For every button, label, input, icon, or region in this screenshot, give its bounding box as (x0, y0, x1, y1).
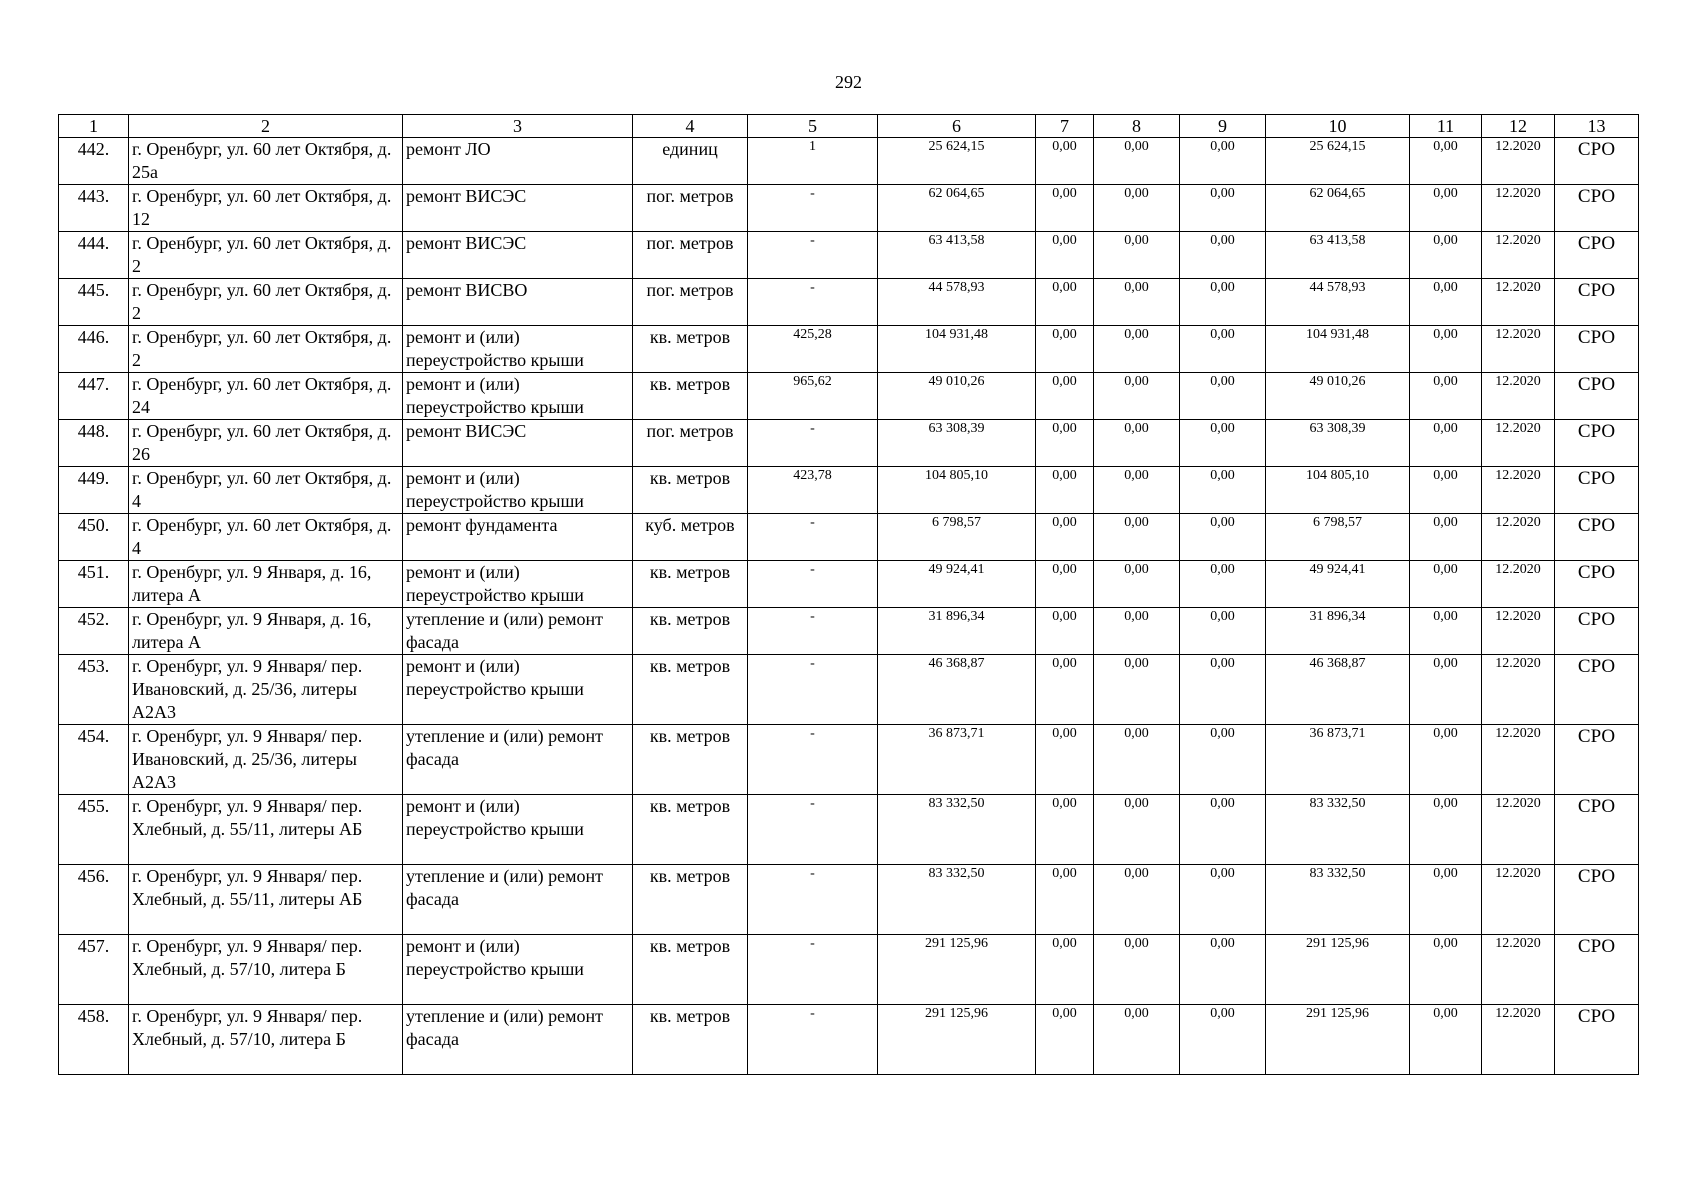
table-row (59, 514, 1639, 561)
header-row (59, 115, 1639, 138)
unit-cell: кв. метров (633, 467, 748, 514)
quantity-cell: - (748, 725, 878, 795)
date-cell: 12.2020 (1482, 1005, 1555, 1075)
cost-cell: 0,00 (1094, 561, 1180, 608)
unit-cell: кв. метров (633, 326, 748, 373)
table-row (59, 865, 1639, 935)
cost-cell: 0,00 (1036, 326, 1094, 373)
table-row (59, 279, 1639, 326)
total-cost-cell: 25 624,15 (878, 138, 1036, 185)
work-type-cell: утепление и (или) ремонт фасада (403, 608, 633, 655)
cost-cell: 0,00 (1036, 795, 1094, 865)
total-cost-cell: 83 332,50 (878, 795, 1036, 865)
total-cost-cell: 104 805,10 (878, 467, 1036, 514)
cost-cell: 63 413,58 (1266, 232, 1410, 279)
address-cell: г. Оренбург, ул. 60 лет Октября, д. 2 (129, 232, 403, 279)
quantity-cell: 1 (748, 138, 878, 185)
cost-cell: 0,00 (1036, 373, 1094, 420)
cost-cell: 0,00 (1036, 608, 1094, 655)
organization-cell: СРО (1555, 795, 1639, 865)
unit-cell: пог. метров (633, 185, 748, 232)
cost-cell: 83 332,50 (1266, 865, 1410, 935)
work-type-cell: ремонт ВИСВО (403, 279, 633, 326)
date-cell: 12.2020 (1482, 561, 1555, 608)
date-cell: 12.2020 (1482, 608, 1555, 655)
total-cost-cell: 83 332,50 (878, 865, 1036, 935)
works-table (58, 114, 1639, 1075)
cost-cell: 0,00 (1180, 373, 1266, 420)
row-number: 448. (59, 420, 129, 467)
cost-cell: 0,00 (1094, 467, 1180, 514)
cost-cell: 0,00 (1094, 1005, 1180, 1075)
work-type-cell: ремонт ВИСЭС (403, 420, 633, 467)
table-row (59, 420, 1639, 467)
address-cell: г. Оренбург, ул. 9 Января/ пер. Ивановский, д. 25/36, литеры А2А3 (129, 655, 403, 725)
date-cell: 12.2020 (1482, 138, 1555, 185)
cost-cell: 0,00 (1180, 865, 1266, 935)
address-cell: г. Оренбург, ул. 9 Января/ пер. Хлебный, д. 55/11, литеры АБ (129, 795, 403, 865)
cost-cell: 0,00 (1410, 608, 1482, 655)
unit-cell: пог. метров (633, 232, 748, 279)
quantity-cell: 965,62 (748, 373, 878, 420)
organization-cell: СРО (1555, 561, 1639, 608)
quantity-cell: - (748, 185, 878, 232)
total-cost-cell: 63 413,58 (878, 232, 1036, 279)
work-type-cell: ремонт и (или) переустройство крыши (403, 935, 633, 1005)
quantity-cell: - (748, 935, 878, 1005)
table-row (59, 138, 1639, 185)
row-number: 446. (59, 326, 129, 373)
cost-cell: 0,00 (1410, 232, 1482, 279)
row-number: 442. (59, 138, 129, 185)
cost-cell: 0,00 (1094, 935, 1180, 1005)
date-cell: 12.2020 (1482, 795, 1555, 865)
unit-cell: куб. метров (633, 514, 748, 561)
cost-cell: 0,00 (1036, 138, 1094, 185)
address-cell: г. Оренбург, ул. 9 Января/ пер. Хлебный, д. 55/11, литеры АБ (129, 865, 403, 935)
unit-cell: кв. метров (633, 561, 748, 608)
organization-cell: СРО (1555, 865, 1639, 935)
col-header: 3 (403, 115, 633, 138)
cost-cell: 0,00 (1036, 420, 1094, 467)
cost-cell: 0,00 (1036, 232, 1094, 279)
cost-cell: 0,00 (1410, 655, 1482, 725)
cost-cell: 0,00 (1180, 138, 1266, 185)
address-cell: г. Оренбург, ул. 60 лет Октября, д. 26 (129, 420, 403, 467)
work-type-cell: ремонт ВИСЭС (403, 185, 633, 232)
quantity-cell: - (748, 420, 878, 467)
cost-cell: 0,00 (1094, 326, 1180, 373)
organization-cell: СРО (1555, 608, 1639, 655)
row-number: 453. (59, 655, 129, 725)
table-row (59, 1005, 1639, 1075)
cost-cell: 0,00 (1410, 185, 1482, 232)
cost-cell: 0,00 (1036, 655, 1094, 725)
organization-cell: СРО (1555, 373, 1639, 420)
cost-cell: 0,00 (1036, 514, 1094, 561)
unit-cell: кв. метров (633, 865, 748, 935)
cost-cell: 0,00 (1094, 655, 1180, 725)
quantity-cell: - (748, 514, 878, 561)
cost-cell: 0,00 (1180, 514, 1266, 561)
col-header: 10 (1266, 115, 1410, 138)
row-number: 444. (59, 232, 129, 279)
row-number: 447. (59, 373, 129, 420)
date-cell: 12.2020 (1482, 935, 1555, 1005)
unit-cell: пог. метров (633, 420, 748, 467)
cost-cell: 0,00 (1036, 185, 1094, 232)
cost-cell: 0,00 (1180, 725, 1266, 795)
cost-cell: 0,00 (1410, 467, 1482, 514)
row-number: 445. (59, 279, 129, 326)
unit-cell: кв. метров (633, 655, 748, 725)
cost-cell: 31 896,34 (1266, 608, 1410, 655)
unit-cell: кв. метров (633, 1005, 748, 1075)
cost-cell: 0,00 (1410, 514, 1482, 561)
cost-cell: 0,00 (1410, 279, 1482, 326)
cost-cell: 0,00 (1410, 138, 1482, 185)
cost-cell: 0,00 (1094, 795, 1180, 865)
cost-cell: 63 308,39 (1266, 420, 1410, 467)
table-row (59, 795, 1639, 865)
total-cost-cell: 63 308,39 (878, 420, 1036, 467)
cost-cell: 0,00 (1094, 865, 1180, 935)
address-cell: г. Оренбург, ул. 60 лет Октября, д. 2 (129, 326, 403, 373)
address-cell: г. Оренбург, ул. 9 Января, д. 16, литера А (129, 608, 403, 655)
organization-cell: СРО (1555, 514, 1639, 561)
col-header: 11 (1410, 115, 1482, 138)
quantity-cell: - (748, 561, 878, 608)
row-number: 455. (59, 795, 129, 865)
cost-cell: 0,00 (1410, 795, 1482, 865)
table-row (59, 326, 1639, 373)
col-header: 5 (748, 115, 878, 138)
row-number: 451. (59, 561, 129, 608)
quantity-cell: - (748, 795, 878, 865)
row-number: 454. (59, 725, 129, 795)
organization-cell: СРО (1555, 232, 1639, 279)
cost-cell: 0,00 (1180, 326, 1266, 373)
table-row (59, 935, 1639, 1005)
col-header: 1 (59, 115, 129, 138)
cost-cell: 104 805,10 (1266, 467, 1410, 514)
cost-cell: 0,00 (1180, 420, 1266, 467)
cost-cell: 0,00 (1180, 561, 1266, 608)
cost-cell: 0,00 (1036, 935, 1094, 1005)
organization-cell: СРО (1555, 1005, 1639, 1075)
cost-cell: 291 125,96 (1266, 935, 1410, 1005)
date-cell: 12.2020 (1482, 373, 1555, 420)
total-cost-cell: 49 010,26 (878, 373, 1036, 420)
organization-cell: СРО (1555, 935, 1639, 1005)
cost-cell: 44 578,93 (1266, 279, 1410, 326)
address-cell: г. Оренбург, ул. 60 лет Октября, д. 25а (129, 138, 403, 185)
row-number: 452. (59, 608, 129, 655)
date-cell: 12.2020 (1482, 514, 1555, 561)
organization-cell: СРО (1555, 467, 1639, 514)
total-cost-cell: 104 931,48 (878, 326, 1036, 373)
table-row (59, 561, 1639, 608)
cost-cell: 0,00 (1410, 725, 1482, 795)
organization-cell: СРО (1555, 326, 1639, 373)
unit-cell: кв. метров (633, 608, 748, 655)
row-number: 456. (59, 865, 129, 935)
cost-cell: 0,00 (1180, 795, 1266, 865)
cost-cell: 0,00 (1180, 279, 1266, 326)
date-cell: 12.2020 (1482, 725, 1555, 795)
date-cell: 12.2020 (1482, 326, 1555, 373)
date-cell: 12.2020 (1482, 467, 1555, 514)
cost-cell: 0,00 (1410, 373, 1482, 420)
unit-cell: кв. метров (633, 795, 748, 865)
cost-cell: 0,00 (1410, 1005, 1482, 1075)
cost-cell: 0,00 (1410, 935, 1482, 1005)
quantity-cell: - (748, 865, 878, 935)
work-type-cell: ремонт и (или) переустройство крыши (403, 467, 633, 514)
cost-cell: 0,00 (1094, 420, 1180, 467)
cost-cell: 0,00 (1180, 467, 1266, 514)
cost-cell: 0,00 (1036, 561, 1094, 608)
unit-cell: кв. метров (633, 935, 748, 1005)
cost-cell: 62 064,65 (1266, 185, 1410, 232)
total-cost-cell: 291 125,96 (878, 935, 1036, 1005)
col-header: 6 (878, 115, 1036, 138)
date-cell: 12.2020 (1482, 420, 1555, 467)
work-type-cell: утепление и (или) ремонт фасада (403, 725, 633, 795)
address-cell: г. Оренбург, ул. 60 лет Октября, д. 12 (129, 185, 403, 232)
organization-cell: СРО (1555, 725, 1639, 795)
date-cell: 12.2020 (1482, 655, 1555, 725)
cost-cell: 0,00 (1094, 185, 1180, 232)
organization-cell: СРО (1555, 655, 1639, 725)
col-header: 8 (1094, 115, 1180, 138)
quantity-cell: - (748, 232, 878, 279)
total-cost-cell: 62 064,65 (878, 185, 1036, 232)
work-type-cell: утепление и (или) ремонт фасада (403, 865, 633, 935)
date-cell: 12.2020 (1482, 279, 1555, 326)
table-row (59, 608, 1639, 655)
organization-cell: СРО (1555, 420, 1639, 467)
row-number: 458. (59, 1005, 129, 1075)
cost-cell: 0,00 (1094, 232, 1180, 279)
cost-cell: 291 125,96 (1266, 1005, 1410, 1075)
table-row (59, 373, 1639, 420)
cost-cell: 0,00 (1094, 138, 1180, 185)
work-type-cell: ремонт фундамента (403, 514, 633, 561)
work-type-cell: ремонт и (или) переустройство крыши (403, 373, 633, 420)
total-cost-cell: 49 924,41 (878, 561, 1036, 608)
total-cost-cell: 44 578,93 (878, 279, 1036, 326)
cost-cell: 0,00 (1094, 279, 1180, 326)
work-type-cell: ремонт ВИСЭС (403, 232, 633, 279)
quantity-cell: 425,28 (748, 326, 878, 373)
cost-cell: 0,00 (1094, 514, 1180, 561)
cost-cell: 0,00 (1410, 326, 1482, 373)
col-header: 13 (1555, 115, 1639, 138)
col-header: 2 (129, 115, 403, 138)
cost-cell: 49 010,26 (1266, 373, 1410, 420)
row-number: 457. (59, 935, 129, 1005)
cost-cell: 0,00 (1180, 935, 1266, 1005)
organization-cell: СРО (1555, 185, 1639, 232)
cost-cell: 25 624,15 (1266, 138, 1410, 185)
table-row (59, 655, 1639, 725)
table-body (59, 138, 1639, 1075)
total-cost-cell: 36 873,71 (878, 725, 1036, 795)
cost-cell: 0,00 (1094, 373, 1180, 420)
cost-cell: 0,00 (1094, 608, 1180, 655)
work-type-cell: ремонт и (или) переустройство крыши (403, 655, 633, 725)
total-cost-cell: 46 368,87 (878, 655, 1036, 725)
address-cell: г. Оренбург, ул. 60 лет Октября, д. 4 (129, 514, 403, 561)
unit-cell: кв. метров (633, 725, 748, 795)
cost-cell: 0,00 (1410, 420, 1482, 467)
cost-cell: 83 332,50 (1266, 795, 1410, 865)
cost-cell: 0,00 (1180, 1005, 1266, 1075)
work-type-cell: утепление и (или) ремонт фасада (403, 1005, 633, 1075)
quantity-cell: 423,78 (748, 467, 878, 514)
cost-cell: 0,00 (1036, 279, 1094, 326)
table-row (59, 232, 1639, 279)
quantity-cell: - (748, 279, 878, 326)
cost-cell: 0,00 (1410, 865, 1482, 935)
cost-cell: 0,00 (1180, 608, 1266, 655)
col-header: 12 (1482, 115, 1555, 138)
cost-cell: 0,00 (1180, 655, 1266, 725)
address-cell: г. Оренбург, ул. 9 Января/ пер. Ивановский, д. 25/36, литеры А2А3 (129, 725, 403, 795)
cost-cell: 49 924,41 (1266, 561, 1410, 608)
row-number: 449. (59, 467, 129, 514)
cost-cell: 0,00 (1036, 865, 1094, 935)
work-type-cell: ремонт ЛО (403, 138, 633, 185)
address-cell: г. Оренбург, ул. 9 Января/ пер. Хлебный, д. 57/10, литера Б (129, 935, 403, 1005)
col-header: 9 (1180, 115, 1266, 138)
address-cell: г. Оренбург, ул. 60 лет Октября, д. 24 (129, 373, 403, 420)
total-cost-cell: 291 125,96 (878, 1005, 1036, 1075)
address-cell: г. Оренбург, ул. 9 Января, д. 16, литера А (129, 561, 403, 608)
table-row (59, 725, 1639, 795)
unit-cell: кв. метров (633, 373, 748, 420)
date-cell: 12.2020 (1482, 185, 1555, 232)
cost-cell: 46 368,87 (1266, 655, 1410, 725)
cost-cell: 104 931,48 (1266, 326, 1410, 373)
work-type-cell: ремонт и (или) переустройство крыши (403, 561, 633, 608)
organization-cell: СРО (1555, 279, 1639, 326)
work-type-cell: ремонт и (или) переустройство крыши (403, 795, 633, 865)
cost-cell: 6 798,57 (1266, 514, 1410, 561)
table-row (59, 467, 1639, 514)
cost-cell: 0,00 (1036, 725, 1094, 795)
row-number: 443. (59, 185, 129, 232)
organization-cell: СРО (1555, 138, 1639, 185)
quantity-cell: - (748, 608, 878, 655)
address-cell: г. Оренбург, ул. 9 Января/ пер. Хлебный, д. 57/10, литера Б (129, 1005, 403, 1075)
cost-cell: 0,00 (1180, 185, 1266, 232)
address-cell: г. Оренбург, ул. 60 лет Октября, д. 4 (129, 467, 403, 514)
row-number: 450. (59, 514, 129, 561)
quantity-cell: - (748, 655, 878, 725)
unit-cell: пог. метров (633, 279, 748, 326)
total-cost-cell: 6 798,57 (878, 514, 1036, 561)
date-cell: 12.2020 (1482, 865, 1555, 935)
unit-cell: единиц (633, 138, 748, 185)
address-cell: г. Оренбург, ул. 60 лет Октября, д. 2 (129, 279, 403, 326)
table-row (59, 185, 1639, 232)
work-type-cell: ремонт и (или) переустройство крыши (403, 326, 633, 373)
cost-cell: 0,00 (1036, 467, 1094, 514)
cost-cell: 0,00 (1036, 1005, 1094, 1075)
col-header: 4 (633, 115, 748, 138)
page-number: 292 (835, 72, 862, 92)
cost-cell: 0,00 (1410, 561, 1482, 608)
cost-cell: 0,00 (1180, 232, 1266, 279)
date-cell: 12.2020 (1482, 232, 1555, 279)
quantity-cell: - (748, 1005, 878, 1075)
cost-cell: 36 873,71 (1266, 725, 1410, 795)
cost-cell: 0,00 (1094, 725, 1180, 795)
col-header: 7 (1036, 115, 1094, 138)
total-cost-cell: 31 896,34 (878, 608, 1036, 655)
